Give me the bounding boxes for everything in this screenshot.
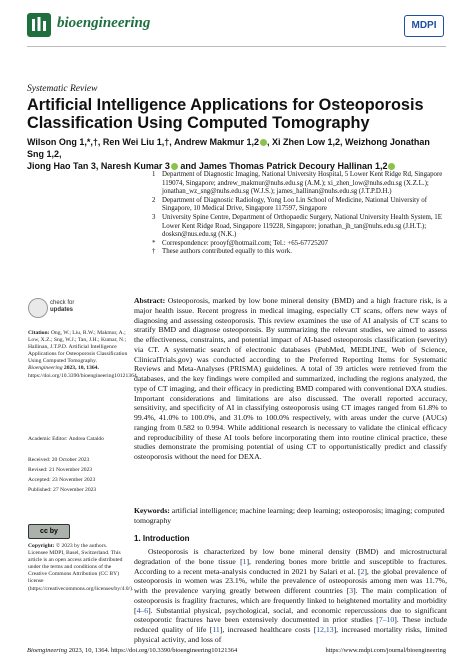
- intro-text: ]. The main complication of osteoporosis is fragility fractures, which are frequently linked to heightened mortality and morbidity [: [134, 586, 447, 615]
- check-for-updates-label[interactable]: [50, 300, 74, 314]
- footer-journal-url[interactable]: https://www.mdpi.com/journal/bioengineering: [325, 647, 446, 654]
- intro-text: ], increased healthcare costs [: [219, 625, 317, 634]
- affiliation-mark: 1: [152, 171, 156, 178]
- citation-link[interactable]: 3: [349, 586, 354, 595]
- academic-editor: Academic Editor: Andrea Cataldo: [28, 436, 104, 442]
- footer-doi[interactable]: 2023, 10, 1364. https://doi.org/10.3390/bioengineering10121364: [68, 647, 238, 654]
- affiliation-text: University Spine Centre, Department of Orthopaedic Surgery, National University Health System, 1E Lower Kent Ridge Road, Singapore 119228, Singapore; jonathan_jh_tan@nuhs.edu.sg (J.H.T.); dosksn@nus.edu.sg (N.K.): [162, 213, 442, 239]
- cc-by-license-badge[interactable]: [28, 524, 70, 539]
- author-line: , Xi Zhen Low 1,2, Weizhong Jonathan Sng 1,2,: [27, 137, 430, 159]
- citation: [28, 330, 137, 380]
- affiliation-item: [152, 214, 446, 240]
- intro-text: ], rendering bones more brittle and susceptible to fractures. According to a recent meta-analysis conducted in 2021 by Salari et al. [: [134, 556, 447, 576]
- abstract: [134, 296, 447, 462]
- citation-volume: 2023, 10, 1364.: [63, 365, 99, 372]
- affiliation-text: Department of Diagnostic Radiology, Yong Loo Lin School of Medicine, National University of Singapore, 10 Medical Drive, Singapore 117597, Singapore: [162, 196, 427, 213]
- citation-text: Ong, W.; Liu, R.W.; Makmur, A.; Low, X.Z.; Sng, W.J.; Tan, J.H.; Kumar, N.; Hallinan, J.T.P.D. Artificial Intelligence Applications for Osteoporosis Classification Using Computed Tomography.: [28, 330, 128, 365]
- journal-name: bioengineering: [57, 15, 151, 31]
- affiliation-text: These authors contributed equally to this work.: [162, 248, 292, 256]
- abstract-label: Abstract:: [134, 296, 166, 305]
- copyright-label: Copyright:: [28, 543, 55, 549]
- affiliation-mark: *: [152, 239, 156, 247]
- affiliation-text: Correspondence: prooyf@hotmail.com; Tel.: +65-67725207: [162, 239, 328, 247]
- affiliation-item: [152, 197, 446, 214]
- citation-link[interactable]: 11: [212, 625, 220, 634]
- date-published: Published: 27 November 2023: [28, 487, 97, 493]
- author-list: [27, 136, 447, 172]
- affiliation-item: [152, 171, 446, 197]
- orcid-icon[interactable]: [171, 163, 178, 170]
- citation-link[interactable]: 2: [360, 566, 365, 576]
- article-title: Artificial Intelligence Applications for Osteoporosis Classification Using Computed Tomography: [27, 96, 424, 132]
- author-line: Jiong Hao Tan 3, Naresh Kumar 3: [27, 161, 170, 171]
- correspondence: [152, 240, 446, 249]
- journal-logo-icon: [27, 13, 51, 37]
- keywords-label: Keywords:: [134, 506, 170, 515]
- date-received: Received: 20 October 2023: [28, 457, 90, 463]
- check-for-updates-icon[interactable]: [28, 298, 48, 318]
- affiliation-mark: 2: [152, 196, 156, 204]
- date-revised: Revised: 21 November 2023: [28, 467, 93, 473]
- citation-link[interactable]: 1: [242, 556, 247, 566]
- author-line: Wilson Ong 1,*,†, Ren Wei Liu 1,†, Andrew Makmur 1,2: [27, 137, 259, 147]
- header-divider: [27, 46, 446, 47]
- abstract-text: Osteoporosis, marked by low bone mineral density (BMD) and a high fracture risk, is a major health issue. Recent progress in medical imaging, especially CT scans, offers new ways of diagnosing and assessing osteoporosis. This review examines the use of AI analysis of CT scans to stratify BMD and diagnose osteoporosis. By summarizing the relevant studies, we aimed to assess the effectiveness, constraints, and potential impact of AI-based osteoporosis classification (severity) via CT. A systematic search of electronic databases (PubMed, MEDLINE, Web of Science, ClinicalTrials.gov) was conducted according to the Preferred Reporting Items for Systematic Reviews and Meta-Analyses (PRISMA) guidelines. A total of 39 articles were retrieved from the databases, and the key findings were compiled and summarized, including the regions analyzed, the type of CT imaging, and their efficacy in predicting BMD compared with conventional DXA studies. Important considerations and limitations are also discussed. The overall reported accuracy, sensitivity, and specificity of AI in classifying osteoporosis using CT images ranged from 61.8% to 99.4%, 41.0% to 100.0%, and 31.0% to 100.0% respectively, with areas under the curve (AUCs) ranging from 0.582 to 0.994. While additional research is necessary to validate the clinical efficacy and reproducibility of these AI tools before incorporating them into routine clinical practice, these studies demonstrate the promising potential of using CT to opportunistically predict and classify osteoporosis without the need for DEXA.: [134, 296, 448, 461]
- affiliations: [152, 171, 446, 257]
- citation-journal: Bioengineering: [28, 365, 63, 372]
- intro-text: ]. Substantial physical, psychological, social, and economic repercussions due to significant osteoporotic fractures have been extensively documented in prior studies [: [134, 605, 447, 625]
- copyright: [28, 543, 134, 593]
- date-accepted: Accepted: 23 November 2023: [28, 477, 96, 483]
- citation-label: Citation:: [28, 330, 50, 336]
- affiliation-mark: †: [152, 248, 156, 256]
- orcid-icon[interactable]: [260, 139, 267, 146]
- footer-journal: Bioengineering: [27, 647, 68, 654]
- affiliation-text: Department of Diagnostic Imaging, National University Hospital, 5 Lower Kent Ridge Rd, Singapore 119074, Singapore; andrew_makmur@nuhs.edu.sg (A.M.); xi_zhen_low@nuhs.edu.sg (X.Z.L.); jonathan_wz_sng@nuhs.edu.sg (W.J.S.); james_hallinan@nuhs.edu.sg (J.T.P.D.H.): [162, 171, 443, 196]
- citation-link[interactable]: 12,13: [316, 625, 334, 634]
- intro-text: ], increased mortality risks, limited physical activity, and loss of: [134, 625, 447, 644]
- keywords: [134, 506, 447, 526]
- intro-text: Osteoporosis is characterized by low bone mineral density (BMD) and microstructural degradation of the bone tissue [: [134, 547, 447, 566]
- footer-citation: [27, 647, 237, 654]
- publisher-name: MDPI: [411, 20, 437, 31]
- section-heading: 1. Introduction: [134, 534, 190, 543]
- cc-badge-text: cc by: [40, 528, 58, 535]
- citation-link[interactable]: 4–6: [136, 605, 149, 615]
- intro-text: ]. These include reduced quality of life [: [134, 615, 447, 634]
- updates-line: updates: [50, 307, 74, 313]
- article-type: Systematic Review: [27, 84, 98, 94]
- citation-link[interactable]: 7–10: [378, 615, 395, 625]
- author-line: and James Thomas Patrick Decoury Hallinan 1,2: [177, 161, 388, 171]
- introduction-paragraph: [134, 547, 447, 645]
- orcid-icon[interactable]: [388, 163, 395, 170]
- publisher-logo: [404, 15, 444, 37]
- citation-doi-link[interactable]: https://doi.org/10.3390/bioengineering10121364: [28, 372, 137, 379]
- keywords-text: artificial intelligence; machine learning; deep learning; osteoporosis; imaging; computed tomography: [134, 506, 445, 525]
- intro-text: ], the global prevalence of osteoporosis in women was 23.1%, while the prevalence of osteoporosis among men was 11.7%, with the prevalence varying greatly between different countries [: [134, 566, 447, 595]
- equal-contribution-note: [152, 248, 446, 257]
- copyright-text: © 2023 by the authors. Licensee MDPI, Basel, Switzerland. This article is an open access article distributed under the terms and conditions of the Creative Commons Attribution (CC BY) license (https://creativecommons.org/licenses/by/4.0/).: [28, 543, 134, 592]
- affiliation-mark: 3: [152, 213, 156, 221]
- updates-line: check for: [50, 300, 75, 306]
